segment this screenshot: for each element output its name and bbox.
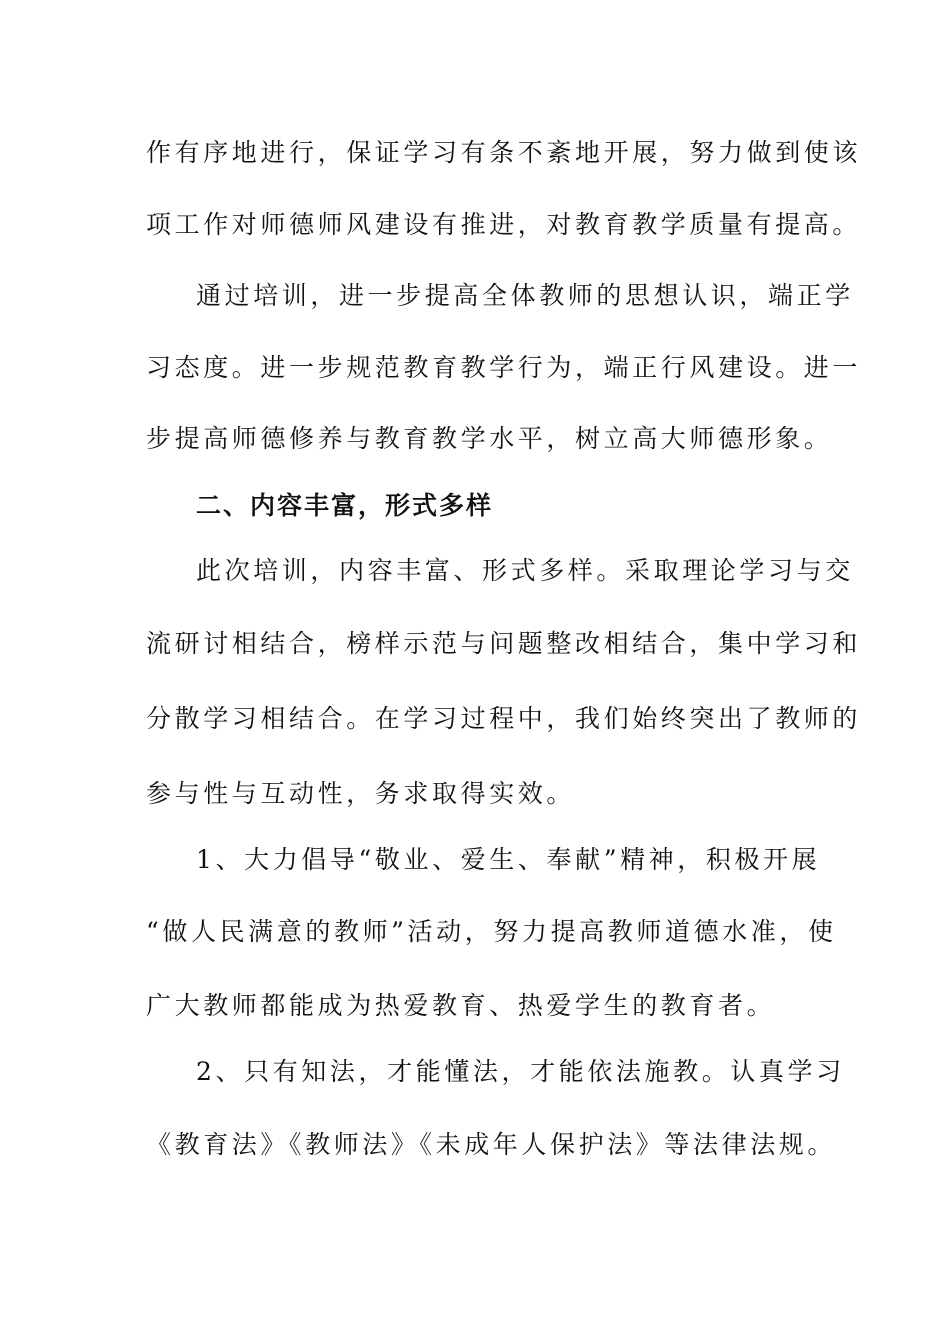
body-text-line: “做人民满意的教师”活动，努力提高教师道德水准，使	[146, 917, 837, 946]
body-text-line: 分散学习相结合。在学习过程中，我们始终突出了教师的	[146, 704, 862, 733]
body-text-line: 广大教师都能成为热爱教育、热爱学生的教育者。	[146, 991, 776, 1020]
body-text-line: 习态度。进一步规范教育教学行为，端正行风建设。进一	[146, 353, 862, 382]
body-text-line: 项工作对师德师风建设有推进，对教育教学质量有提高。	[146, 210, 862, 239]
list-item-line: 2、只有知法，才能懂法，才能依法施教。认真学习	[196, 1057, 845, 1086]
section-heading: 二、内容丰富，形式多样	[196, 491, 494, 520]
list-item-line: 1、大力倡导“敬业、爱生、奉献”精神，积极开展	[196, 845, 821, 874]
body-text-line: 作有序地进行，保证学习有条不紊地开展，努力做到使该	[146, 138, 862, 167]
body-text-line: 参与性与互动性，务求取得实效。	[146, 779, 576, 808]
paragraph-first-line: 此次培训，内容丰富、形式多样。采取理论学习与交	[196, 556, 854, 585]
paragraph-first-line: 通过培训，进一步提高全体教师的思想认识，端正学	[196, 281, 854, 310]
body-text-line: 步提高师德修养与教育教学水平，树立高大师德形象。	[146, 424, 833, 453]
body-text-line: 流研讨相结合，榜样示范与问题整改相结合，集中学习和	[146, 629, 862, 658]
body-text-line: 《教育法》《教师法》《未成年人保护法》等法律法规。	[146, 1130, 837, 1159]
